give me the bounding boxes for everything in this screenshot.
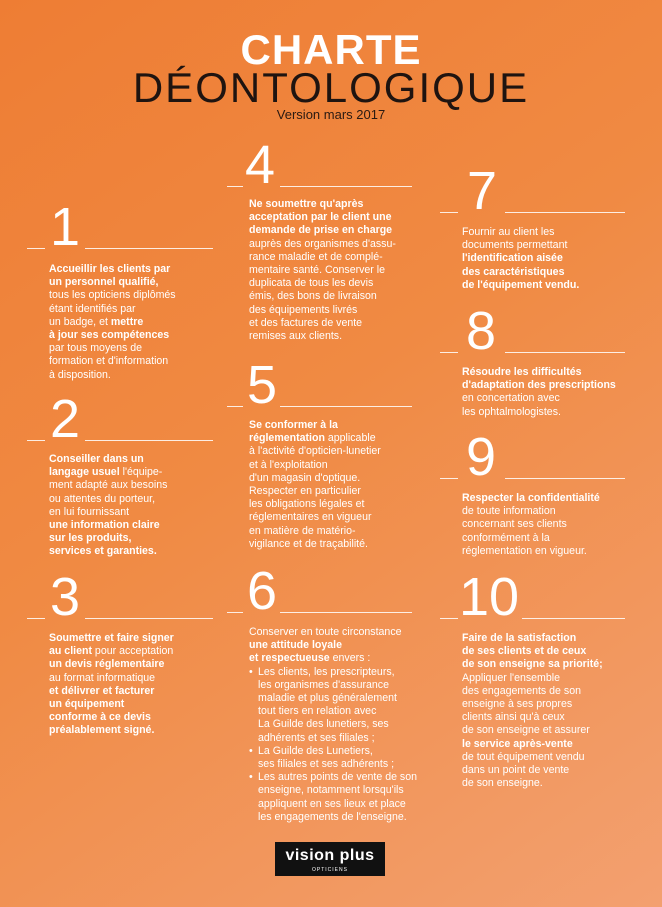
text-segment: en concertation avec (462, 392, 560, 405)
item-number-3: 3 (50, 567, 81, 627)
text-line (462, 266, 642, 279)
bold-text: d'adaptation des prescriptions (462, 379, 616, 392)
text-line (462, 366, 642, 379)
rule-right-4 (280, 186, 412, 187)
text-line (462, 685, 642, 698)
text-line (249, 238, 424, 251)
rule-right-2 (85, 440, 213, 441)
text-line (249, 432, 424, 445)
text-line (462, 505, 642, 518)
rule-left-8 (440, 352, 458, 353)
text-segment: envers : (329, 652, 371, 665)
text-line (462, 645, 642, 658)
text-line (462, 518, 642, 531)
bold-text: Conseiller dans un (49, 453, 144, 465)
text-line (249, 317, 424, 330)
item-number-6: 6 (247, 561, 278, 621)
text-line (462, 545, 642, 558)
text-line (49, 632, 224, 645)
rule-right-8 (505, 352, 625, 353)
text-segment: Respecter en particulier (249, 485, 361, 498)
item-text-8 (462, 366, 642, 419)
text-line (462, 672, 642, 685)
text-line (462, 632, 642, 645)
text-segment: émis, des bons de livraison (249, 290, 377, 303)
bold-text: l'identification aisée (462, 252, 563, 265)
bold-text: langage usuel (49, 466, 120, 479)
text-line (49, 453, 224, 466)
bold-text: et respectueuse (249, 652, 330, 665)
text-line (462, 492, 642, 505)
text-line (49, 672, 224, 685)
bold-text: Respecter la confidentialité (462, 492, 600, 504)
bullet-line: ses filiales et ses adhérents ; (258, 758, 395, 771)
rule-right-9 (505, 478, 625, 479)
item-number-1: 1 (50, 197, 81, 257)
text-segment: ment adapté aux besoins (49, 479, 168, 492)
item-text-2 (49, 453, 224, 559)
text-segment: par tous moyens de (49, 342, 143, 355)
text-line (49, 506, 224, 519)
text-line (49, 724, 224, 737)
text-line (49, 698, 224, 711)
rule-right-10 (522, 618, 625, 619)
bold-text: un équipement (49, 698, 125, 711)
text-line (249, 459, 424, 472)
text-line (49, 711, 224, 724)
rule-right-6 (280, 612, 412, 613)
text-segment: à l'activité d'opticien-lunetier (249, 445, 381, 458)
item-number-2: 2 (50, 389, 81, 449)
vision-plus-logo (275, 842, 385, 876)
text-segment: en matière de matério- (249, 524, 356, 537)
text-line (462, 532, 642, 545)
text-segment: tous les opticiens diplômés (49, 289, 176, 302)
bold-text: une information claire (49, 519, 160, 532)
text-line (249, 198, 424, 211)
text-segment: réglementaires en vigueur (249, 511, 372, 524)
bold-text: et délivrer et facturer (49, 684, 155, 697)
text-line (462, 226, 642, 239)
bold-text: au client (49, 645, 92, 658)
text-line (249, 264, 424, 277)
text-segment: de toute information (462, 505, 556, 518)
text-line (462, 658, 642, 671)
bold-text: Accueillir les clients par (49, 263, 171, 275)
text-segment: l'équipe- (119, 466, 163, 479)
bullet-line: tout tiers en relation avec (258, 705, 377, 718)
bold-text: un devis réglementaire (49, 658, 165, 671)
text-line (49, 519, 224, 532)
text-segment: ou attentes du porteur, (49, 492, 156, 505)
rule-left-7 (440, 212, 458, 213)
rule-left-5 (227, 406, 243, 407)
text-line (49, 658, 224, 671)
text-segment: réglementation en vigueur. (462, 544, 587, 557)
text-segment: documents permettant (462, 239, 568, 252)
item-number-10: 10 (459, 567, 520, 627)
bold-text: à jour ses compétences (49, 329, 170, 342)
text-segment: un badge, et (49, 315, 111, 328)
title-charte: CHARTE (240, 26, 422, 73)
text-segment: de tout équipement vendu (462, 750, 585, 763)
text-segment: concernant ses clients (462, 518, 567, 531)
bullet-item (249, 666, 439, 745)
text-segment: les ophtalmologistes. (462, 405, 561, 418)
bullet-item (249, 771, 439, 824)
item-number-5: 5 (247, 355, 278, 415)
logo-text: vision plus (285, 847, 375, 864)
text-line (49, 342, 224, 355)
text-segment: des engagements de son (462, 684, 581, 697)
text-segment: vigilance et de traçabilité. (249, 537, 368, 550)
text-line (49, 685, 224, 698)
rule-left-10 (440, 618, 458, 619)
bullet-line: • Les clients, les prescripteurs, (258, 665, 395, 678)
text-segment: de son enseigne et assurer (462, 724, 590, 737)
text-segment: à disposition. (49, 368, 111, 381)
item-number-8: 8 (466, 301, 497, 361)
text-line (49, 466, 224, 479)
item-number-7: 7 (467, 161, 498, 221)
text-line (49, 316, 224, 329)
text-line (249, 485, 424, 498)
text-line (49, 532, 224, 545)
text-line (249, 639, 439, 652)
text-line (249, 626, 439, 639)
bold-text: Soumettre et faire signer (49, 632, 174, 644)
bullet-line: les engagements de l'enseigne. (258, 810, 407, 823)
item-text-4 (249, 198, 424, 343)
text-line (462, 279, 642, 292)
bold-text: réglementation (249, 432, 325, 445)
text-line (249, 525, 424, 538)
bullet-line: maladie et plus généralement (258, 692, 397, 705)
text-line (49, 289, 224, 302)
text-segment: dans un point de vente (462, 764, 570, 777)
text-line (462, 379, 642, 392)
item-text-6 (249, 626, 439, 824)
text-line (462, 252, 642, 265)
item-text-9 (462, 492, 642, 558)
rule-left-2 (27, 440, 45, 441)
text-line (462, 764, 642, 777)
text-segment: des équipements livrés (249, 303, 358, 316)
bold-text: conforme à ce devis (49, 711, 151, 724)
text-line (49, 545, 224, 558)
bold-text: sur les produits, (49, 532, 132, 545)
bullet-line: La Guilde des lunetiers, ses (258, 718, 389, 731)
text-line (249, 498, 424, 511)
bold-text: Résoudre les difficultés (462, 366, 582, 378)
text-line (49, 303, 224, 316)
text-line (249, 277, 424, 290)
bullet-line: les organismes d'assurance (258, 678, 389, 691)
text-line (249, 251, 424, 264)
bold-text: demande de prise en charge (249, 224, 393, 237)
text-segment: étant identifiés par (49, 302, 136, 315)
text-line (462, 392, 642, 405)
text-line (249, 304, 424, 317)
text-line (249, 290, 424, 303)
text-line (462, 738, 642, 751)
text-segment: Fournir au client les (462, 226, 555, 238)
text-segment: Conserver en toute circonstance (249, 626, 402, 638)
item-text-7 (462, 226, 642, 292)
bold-text: Faire de la satisfaction (462, 632, 577, 644)
bold-text: de son enseigne sa priorité; (462, 658, 603, 671)
text-segment: conformément à la (462, 531, 550, 544)
text-line (249, 330, 424, 343)
text-line (462, 698, 642, 711)
rule-left-6 (227, 612, 243, 613)
text-segment: au format informatique (49, 671, 155, 684)
text-segment: et des factures de vente (249, 316, 363, 329)
bullet-list (249, 666, 439, 824)
rule-right-1 (85, 248, 213, 249)
text-segment: mentaire santé. Conserver le (249, 264, 386, 277)
text-segment: rance maladie et de complé- (249, 250, 383, 263)
bold-text: une attitude loyale (249, 639, 343, 652)
bullet-line: • La Guilde des Lunetiers, (258, 744, 373, 757)
rule-left-9 (440, 478, 458, 479)
text-line (249, 224, 424, 237)
text-segment: clients ainsi qu'à ceux (462, 711, 565, 724)
bold-text: le service après-vente (462, 737, 573, 750)
rule-right-7 (505, 212, 625, 213)
text-line (249, 419, 424, 432)
text-segment: applicable (324, 432, 376, 445)
text-line (462, 239, 642, 252)
item-number-9: 9 (466, 427, 497, 487)
item-text-10 (462, 632, 642, 790)
rule-left-3 (27, 618, 45, 619)
bullet-line: enseigne, notamment lorsqu'ils (258, 784, 404, 797)
rule-right-5 (280, 406, 412, 407)
text-segment: et à l'exploitation (249, 458, 328, 471)
bold-text: un personnel qualifié, (49, 276, 159, 289)
bullet-line: appliquent en ses lieux et place (258, 797, 406, 810)
text-line (462, 711, 642, 724)
text-segment: pour acceptation (91, 645, 174, 658)
text-line (462, 751, 642, 764)
bold-text: de ses clients et de ceux (462, 645, 587, 658)
bold-text: Se conformer à la (249, 419, 338, 431)
text-line (49, 263, 224, 276)
version-subtitle: Version mars 2017 (276, 107, 386, 122)
text-line (462, 406, 642, 419)
bullet-line: • Les autres points de vente de son (258, 771, 418, 784)
text-line (249, 652, 439, 665)
text-line (49, 329, 224, 342)
logo-tagline: OPTICIENS (312, 867, 348, 873)
text-line (249, 445, 424, 458)
bold-text: Ne soumettre qu'après (249, 198, 364, 210)
text-line (49, 479, 224, 492)
bold-text: préalablement signé. (49, 724, 155, 737)
text-line (462, 777, 642, 790)
text-line (249, 472, 424, 485)
item-text-3 (49, 632, 224, 738)
text-segment: enseigne à ses propres (462, 698, 573, 711)
text-segment: formation et d'information (49, 355, 169, 368)
rule-left-4 (227, 186, 243, 187)
item-text-5 (249, 419, 424, 551)
text-segment: auprès des organismes d'assu- (249, 237, 396, 250)
text-line (462, 724, 642, 737)
text-line (249, 511, 424, 524)
text-segment: de son enseigne. (462, 777, 543, 790)
rule-right-3 (85, 618, 213, 619)
title-deontologique: DÉONTOLOGIQUE (132, 64, 530, 111)
text-line (49, 276, 224, 289)
text-segment: en lui fournissant (49, 505, 130, 518)
bold-text: de l'équipement vendu. (462, 278, 580, 291)
text-line (49, 355, 224, 368)
text-segment: d'un magasin d'optique. (249, 471, 361, 484)
item-number-4: 4 (245, 135, 276, 195)
text-segment: duplicata de tous les devis (249, 277, 374, 290)
text-line (49, 369, 224, 382)
text-segment: Appliquer l'ensemble (462, 671, 561, 684)
bullet-item (249, 745, 439, 771)
rule-left-1 (27, 248, 45, 249)
text-segment: remises aux clients. (249, 330, 343, 343)
bold-text: acceptation par le client une (249, 211, 392, 224)
text-line (249, 538, 424, 551)
text-segment: les obligations légales et (249, 498, 365, 511)
bold-text: services et garanties. (49, 545, 157, 558)
bold-text: mettre (110, 315, 144, 328)
text-line (249, 211, 424, 224)
bold-text: des caractéristiques (462, 265, 565, 278)
text-line (49, 645, 224, 658)
text-line (49, 493, 224, 506)
item-text-1 (49, 263, 224, 382)
bullet-line: adhérents et ses filiales ; (258, 731, 375, 744)
